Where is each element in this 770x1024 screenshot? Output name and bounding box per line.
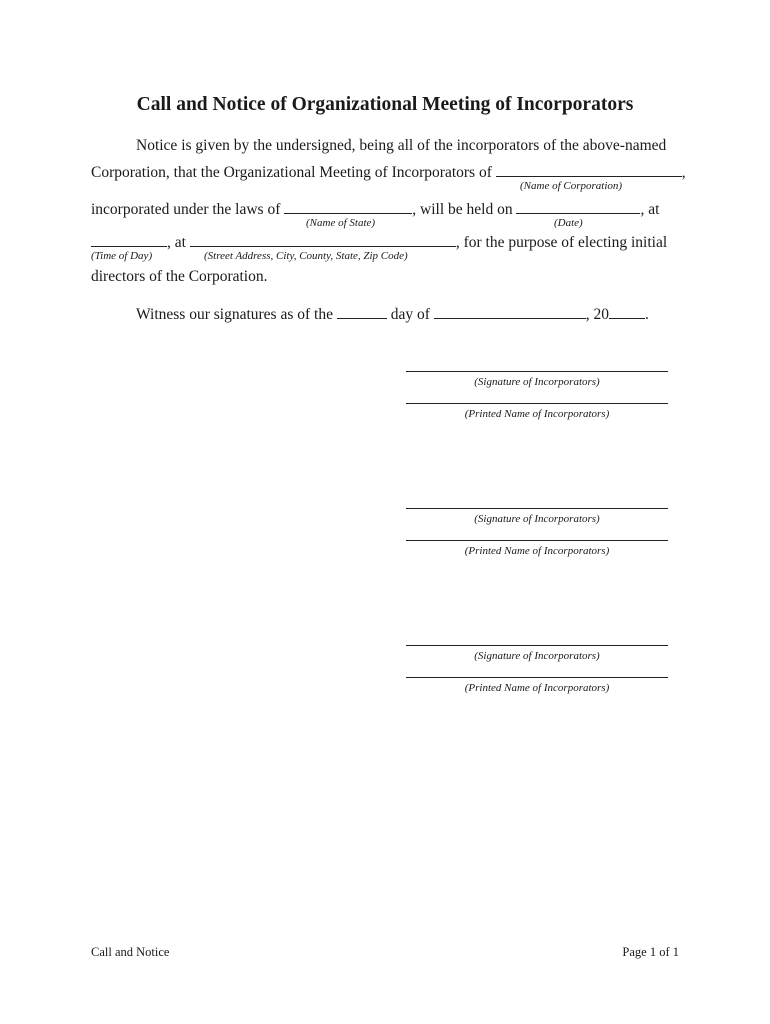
- caption-date: (Date): [554, 217, 583, 229]
- notice-line-2-end: ,: [681, 164, 686, 181]
- time-of-day-blank[interactable]: [91, 232, 167, 247]
- notice-line-5: directors of the Corporation.: [91, 268, 268, 285]
- footer-left: Call and Notice: [91, 945, 170, 959]
- printed-name-caption-1: (Printed Name of Incorporators): [464, 408, 610, 420]
- notice-line-4: [91, 232, 667, 252]
- witness-year-blank[interactable]: [609, 304, 645, 319]
- signature-caption-2: (Signature of Incorporators): [474, 513, 600, 525]
- notice-line-1: Notice is given by the undersigned, being all of the incorporators of the above-named: [136, 137, 667, 154]
- witness-month-blank[interactable]: [434, 304, 586, 319]
- caption-name-of-state: (Name of State): [306, 217, 376, 229]
- notice-line-2: [91, 162, 686, 182]
- notice-line-2-text: Corporation, that the Organizational Meeting of Incorporators of: [91, 164, 492, 181]
- witness-end: .: [645, 306, 649, 323]
- notice-line-3-mid: , will be held on: [412, 201, 513, 218]
- witness-year-prefix: , 20: [585, 306, 610, 323]
- signature-caption-3: (Signature of Incorporators): [474, 650, 600, 662]
- notice-line-4-at: , at: [167, 234, 186, 251]
- caption-name-of-corporation: (Name of Corporation): [520, 180, 623, 192]
- printed-name-line-2[interactable]: [406, 540, 668, 541]
- notice-line-4-end: , for the purpose of electing initial: [455, 234, 668, 251]
- caption-street-address: (Street Address, City, County, State, Zip Code): [204, 250, 408, 262]
- document-title: Call and Notice of Organizational Meeting of Incorporators: [136, 94, 634, 115]
- date-blank[interactable]: [516, 199, 640, 214]
- signature-line-3[interactable]: [406, 645, 668, 646]
- state-blank[interactable]: [284, 199, 412, 214]
- signature-line-2[interactable]: [406, 508, 668, 509]
- notice-line-3: [91, 199, 659, 219]
- printed-name-line-3[interactable]: [406, 677, 668, 678]
- signature-caption-1: (Signature of Incorporators): [474, 376, 600, 388]
- address-blank[interactable]: [190, 232, 456, 247]
- witness-text: Witness our signatures as of the: [136, 306, 333, 323]
- notice-line-3-text: incorporated under the laws of: [91, 201, 281, 218]
- witness-line: [136, 304, 649, 324]
- notice-line-3-end: , at: [640, 201, 660, 218]
- signature-line-1[interactable]: [406, 371, 668, 372]
- footer-page-number: Page 1 of 1: [622, 945, 679, 959]
- printed-name-caption-3: (Printed Name of Incorporators): [464, 682, 610, 694]
- printed-name-line-1[interactable]: [406, 403, 668, 404]
- caption-time-of-day: (Time of Day): [91, 250, 153, 262]
- corporation-name-blank[interactable]: [496, 162, 682, 177]
- witness-day-blank[interactable]: [337, 304, 387, 319]
- witness-day-of: day of: [390, 306, 430, 323]
- printed-name-caption-2: (Printed Name of Incorporators): [464, 545, 610, 557]
